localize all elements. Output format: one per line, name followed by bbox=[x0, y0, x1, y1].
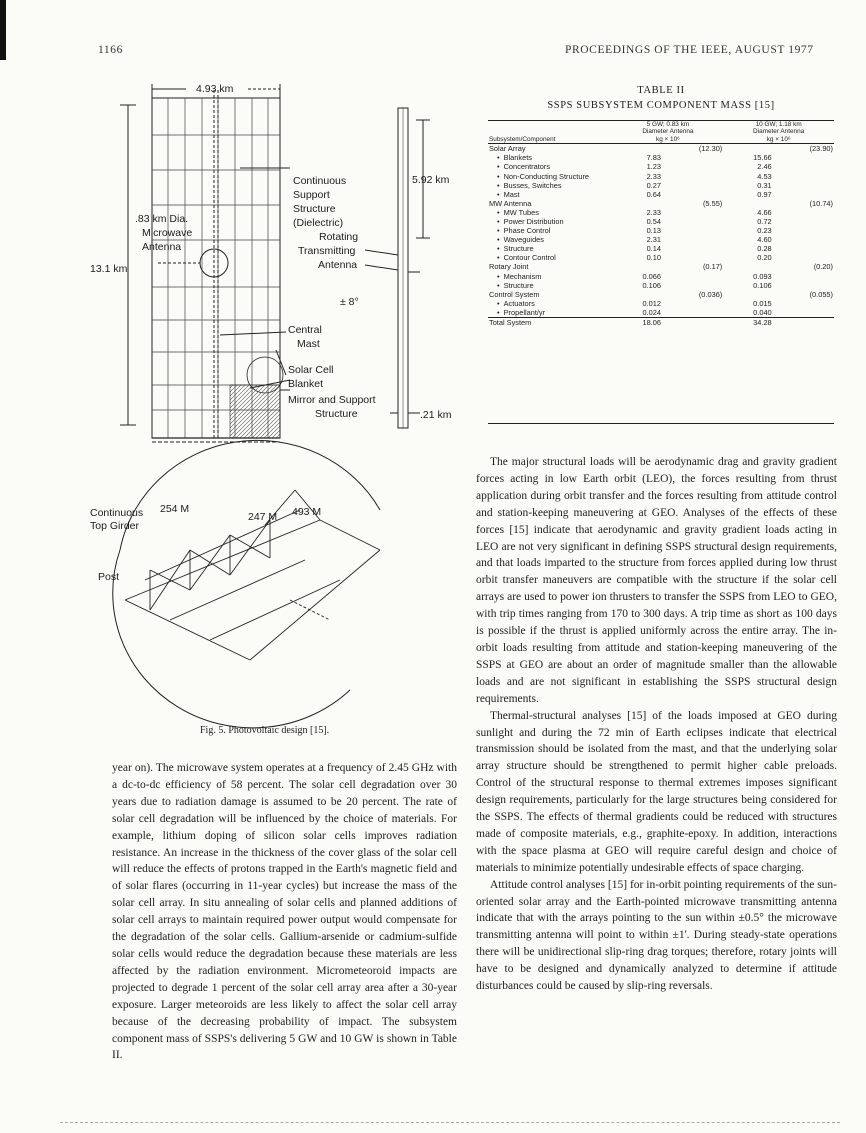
table-cell-name bbox=[488, 208, 613, 217]
row-label: Control System bbox=[489, 289, 540, 299]
row-label: Phase Control bbox=[503, 226, 551, 236]
table-cell-v10 bbox=[723, 144, 772, 154]
bullet-icon: • bbox=[497, 180, 500, 190]
table-cell-name bbox=[488, 172, 613, 181]
table-cell-t10 bbox=[773, 253, 834, 262]
row-label: Non-Conducting Structure bbox=[503, 171, 590, 181]
hdr-10gw-line1: 10 GW; 1.18 km bbox=[755, 121, 802, 128]
label-height-right: 5.92 km bbox=[412, 174, 450, 186]
label-solar-1: Solar Cell bbox=[288, 364, 334, 376]
table-cell-v10 bbox=[723, 290, 772, 299]
table-cell-t5 bbox=[662, 272, 723, 281]
label-width: 4.93 km bbox=[196, 83, 234, 95]
hdr-10gw-line2: Diameter Antenna bbox=[753, 128, 805, 136]
table-row bbox=[488, 144, 834, 154]
label-girder-2: Top Girder bbox=[90, 520, 140, 532]
table-cell-t10: (0.20) bbox=[813, 262, 833, 272]
table-cell-name bbox=[488, 181, 613, 190]
table-cell-v10: 0.97 bbox=[757, 189, 772, 199]
table-cell-t10 bbox=[773, 172, 834, 181]
table-row bbox=[488, 162, 834, 171]
table-cell-name bbox=[488, 162, 613, 171]
label-depth: .21 km bbox=[420, 409, 452, 421]
table-cell-t10 bbox=[773, 208, 834, 217]
table-cell-t5 bbox=[662, 217, 723, 226]
table-title: TABLE II bbox=[637, 85, 685, 96]
table-cell-v5: 0.13 bbox=[646, 226, 661, 236]
table-cell-v10: 2.46 bbox=[757, 162, 772, 172]
table-cell-t10 bbox=[773, 190, 834, 199]
label-girder-1: Continuous bbox=[90, 507, 144, 519]
table-cell-name bbox=[488, 226, 613, 235]
bullet-icon: • bbox=[497, 171, 500, 181]
label-rotating-1: Rotating bbox=[319, 231, 359, 243]
table-cell-v5 bbox=[613, 262, 662, 271]
running-header: PROCEEDINGS OF THE IEEE, AUGUST 1977 bbox=[565, 44, 814, 56]
table-cell-t10 bbox=[773, 153, 834, 162]
row-label: Solar Array bbox=[489, 144, 526, 154]
table-cell-t10 bbox=[773, 318, 834, 328]
right-paragraph-1: The major structural loads will be aerodynamic drag and gravity gradient forces acting in low Earth orbit (LEO), the forces resulting from thrust application during orbit transfer and the forces resulting from attitude control and station-keeping maneuvering at GEO. Analyses of the effects of these forces [15] indicate that aerodynamic and gravity gradient loads acting in LEO are not very significant in defining SSPS structural design requirements, and that loads imparted to the structure from forces applied during low thrust orbit transfer maneuvers are compatible with the structure if the solar cell arrays are used to power ion thrusters to transfer the SSPS from LEO to GEO, with trip times ranging from 170 to 300 days. A trip time as short as 100 days is possible if the thrust is applied uniformly across the entire array. The in-orbit loads resulting from attitude and station-keeping maneuvering of the SSPS at GEO are about an order of magnitude smaller than the allowable loads and are not significant in establishing the SSPS structural design requirements. bbox=[476, 456, 837, 705]
table-cell-name bbox=[488, 235, 613, 244]
row-label: MW Tubes bbox=[503, 207, 539, 217]
label-mast-2: Mast bbox=[297, 338, 320, 350]
row-label: Blankets bbox=[503, 153, 532, 163]
photovoltaic-design-figure bbox=[90, 80, 470, 730]
table-row bbox=[488, 226, 834, 235]
label-angle: ± 8° bbox=[340, 296, 359, 308]
table-row bbox=[488, 153, 834, 162]
bullet-icon: • bbox=[497, 216, 500, 226]
table-cell-v10: 0.28 bbox=[757, 244, 772, 254]
table-cell-t10 bbox=[773, 272, 834, 281]
label-antenna-1: Microwave bbox=[142, 227, 193, 239]
bullet-icon: • bbox=[497, 298, 500, 308]
figure-caption: Fig. 5. Photovoltaic design [15]. bbox=[200, 725, 330, 736]
table-row bbox=[488, 172, 834, 181]
hdr-component: Subsystem/Component bbox=[489, 135, 556, 143]
table-cell-v10: 4.53 bbox=[757, 171, 772, 181]
right-paragraph-2: Thermal-structural analyses [15] of the loads imposed at GEO during sunlight and during the 72 min of Earth eclipses indicate that electrical transmission should be isolated from the mast, and that the underlying solar array structure should be strengthened to permit higher cable preloads. Control of the structural response to thermal extremes imposes significant design requirements, particularly for the large structures being considered for the SSPS. The effects of thermal gradients could be reduced with structures made of composite materials, e.g., graphite-epoxy. In addition, interactions with the space plasma at GEO will require careful design and choice of materials to minimize potentially undesirable effects of space charging. bbox=[476, 709, 837, 874]
table-cell-v5: 0.106 bbox=[642, 280, 661, 290]
table-cell-name bbox=[488, 308, 613, 318]
table-cell-v5: 2.31 bbox=[646, 235, 661, 245]
label-support-2: Support bbox=[293, 189, 330, 201]
table-cell-name bbox=[488, 262, 613, 271]
table-row bbox=[488, 217, 834, 226]
table-cell-t10 bbox=[773, 235, 834, 244]
table-row bbox=[488, 318, 834, 328]
table-cell-t10 bbox=[773, 281, 834, 290]
table-cell-v5: 0.024 bbox=[642, 307, 661, 317]
row-label: Structure bbox=[503, 244, 534, 254]
table-cell-v5 bbox=[613, 290, 662, 299]
label-post: Post bbox=[98, 571, 120, 583]
table-cell-t5: (12.30) bbox=[698, 144, 723, 154]
label-antenna-dia: .83 km Dia. bbox=[135, 213, 189, 225]
left-paragraph: year on). The microwave system operates at a frequency of 2.45 GHz with a dc-to-dc efficiency of 58 percent. The solar cell degradation over 30 years due to radiation damage is assumed to be 20 percent. The rate of solar cell degradation will be influenced by the choice of materials. For example, lithium doping of silicon solar cells improves radiation resistance. An increase in the thickness of the cover glass of the solar cell will reduce the effects of protons trapped in the Earth's magnetic field and of solar flares (occurring in 11-year cycles) but increase the mass of the solar cell array. In situ annealing of solar cells and planned additions of solar cell arrays to maintain required power output would compensate for the degradation of the solar cells. Gallium-arsenide or cadmium-sulfide solar cells would reduce the degradation because these materials are less affected by the radiation environment. Micrometeoroid impacts are projected to degrade 1 percent of the solar cell array area after a 30-year exposure. Larger meteoroids are less likely to affect the solar cell array because of the decreasing probability of impact. The subsystem component mass of SSPS's delivering 5 GW and 10 GW is shown in Table II. bbox=[112, 762, 457, 1062]
table-cell-v10: 0.23 bbox=[757, 226, 772, 236]
table-cell-v5: 2.33 bbox=[646, 207, 661, 217]
table-cell-t5: (0.17) bbox=[702, 262, 723, 272]
hdr-10gw bbox=[723, 121, 834, 144]
table-cell-t5: (0.036) bbox=[698, 289, 723, 299]
table-cell-t10 bbox=[773, 299, 834, 308]
table-cell-t5 bbox=[662, 162, 723, 171]
row-label: Total System bbox=[489, 318, 532, 327]
table-cell-t5 bbox=[662, 181, 723, 190]
label-rotating-3: Antenna bbox=[318, 259, 358, 271]
label-mast-1: Central bbox=[288, 324, 322, 336]
table-cell-v5: 0.54 bbox=[646, 216, 661, 226]
table-row bbox=[488, 199, 834, 208]
table-cell-name bbox=[488, 153, 613, 162]
label-mirror-1: Mirror and Support bbox=[288, 394, 376, 406]
label-support-1: Continuous bbox=[293, 175, 347, 187]
label-support-3: Structure bbox=[293, 203, 336, 215]
table-cell-v10 bbox=[723, 262, 772, 271]
table-subtitle: SSPS SUBSYSTEM COMPONENT MASS [15] bbox=[547, 100, 775, 111]
right-column bbox=[476, 454, 837, 995]
table-cell-v10: 4.60 bbox=[757, 235, 772, 245]
bullet-icon: • bbox=[497, 280, 500, 290]
table-row bbox=[488, 235, 834, 244]
table-cell-v10: 0.093 bbox=[753, 271, 772, 281]
bullet-icon: • bbox=[497, 271, 500, 281]
hdr-5gw-line3: kg × 10⁶ bbox=[656, 135, 680, 143]
table-cell-name bbox=[488, 244, 613, 253]
table-cell-t5 bbox=[662, 208, 723, 217]
bullet-icon: • bbox=[497, 189, 500, 199]
table-cell-name bbox=[488, 290, 613, 299]
row-label: Concentrators bbox=[503, 162, 551, 172]
table-cell-v5: 0.14 bbox=[646, 244, 661, 254]
mass-table bbox=[488, 120, 834, 424]
bullet-icon: • bbox=[497, 253, 500, 263]
table-cell-name bbox=[488, 272, 613, 281]
table-cell-v10: 34.28 bbox=[753, 318, 772, 327]
table-cell-v5: 0.27 bbox=[646, 180, 661, 190]
label-mirror-2: Structure bbox=[315, 408, 358, 420]
bullet-icon: • bbox=[497, 226, 500, 236]
row-label: Actuators bbox=[503, 298, 535, 308]
row-label: Power Distribution bbox=[503, 216, 564, 226]
table-cell-name bbox=[488, 299, 613, 308]
bullet-icon: • bbox=[497, 153, 500, 163]
row-label: Structure bbox=[503, 280, 534, 290]
label-length: 13.1 km bbox=[90, 263, 128, 275]
table-cell-t5 bbox=[662, 172, 723, 181]
table-cell-v5: 0.64 bbox=[646, 189, 661, 199]
table-cell-name bbox=[488, 217, 613, 226]
table-cell-t5 bbox=[662, 190, 723, 199]
table-cell-v10: 0.31 bbox=[757, 180, 772, 190]
table-cell-v5: 18.06 bbox=[642, 318, 661, 327]
table-cell-v10 bbox=[723, 199, 772, 208]
row-label: MW Antenna bbox=[489, 198, 532, 208]
table-cell-v10: 0.106 bbox=[753, 280, 772, 290]
table-cell-v5: 0.10 bbox=[646, 253, 661, 263]
table-cell-t5 bbox=[662, 281, 723, 290]
table-cell-name bbox=[488, 253, 613, 262]
table-cell-t10 bbox=[773, 162, 834, 171]
left-column bbox=[112, 760, 457, 1064]
label-solar-2: Blanket bbox=[288, 378, 324, 390]
table-row bbox=[488, 272, 834, 281]
row-label: Busses, Switches bbox=[503, 180, 562, 190]
bullet-icon: • bbox=[497, 207, 500, 217]
scan-edge-mark bbox=[0, 0, 6, 60]
table-cell-v5: 1.23 bbox=[646, 162, 661, 172]
table-row bbox=[488, 308, 834, 318]
table-cell-t10 bbox=[773, 226, 834, 235]
table-cell-v10: 15.66 bbox=[753, 153, 772, 163]
table-cell-v10: 0.20 bbox=[757, 253, 772, 263]
page-number: 1166 bbox=[98, 44, 123, 56]
table-cell-t5 bbox=[662, 299, 723, 308]
table-cell-t10 bbox=[773, 181, 834, 190]
table-cell-v10: 0.040 bbox=[753, 307, 772, 317]
label-493: 493 M bbox=[292, 506, 322, 518]
table-cell-v5: 0.012 bbox=[642, 298, 661, 308]
table-row bbox=[488, 253, 834, 262]
table-cell-v10: 4.66 bbox=[757, 207, 772, 217]
bullet-icon: • bbox=[497, 162, 500, 172]
table-row bbox=[488, 244, 834, 253]
table-cell-t5 bbox=[662, 226, 723, 235]
bottom-rule bbox=[60, 1122, 840, 1123]
table-row bbox=[488, 208, 834, 217]
right-paragraph-3: Attitude control analyses [15] for in-orbit pointing requirements of the sun-oriented solar array and the Earth-pointed microwave transmitting antenna indicate that with the arrays pointing to the sun within ±0.5° the microwave transmitting antenna will point to within ±1'. During steady-state operations there will be unidirectional slip-ring drag torques; therefore, rotary joints will have to be designed and dynamically analyzed to determine if attitude disturbances could be caused by slip-ring reversals. bbox=[476, 878, 837, 993]
table-cell-v5 bbox=[613, 144, 662, 154]
table-cell-t10: (0.055) bbox=[809, 289, 833, 299]
table-cell-name bbox=[488, 190, 613, 199]
table-cell-t5: (5.55) bbox=[702, 198, 723, 208]
table-cell-v10: 0.015 bbox=[753, 298, 772, 308]
table-cell-t10: (23.90) bbox=[809, 144, 833, 154]
label-antenna-2: Antenna bbox=[142, 241, 182, 253]
table-cell-v5: 2.33 bbox=[646, 171, 661, 181]
table-cell-name bbox=[488, 318, 613, 328]
table-cell-v5 bbox=[613, 199, 662, 208]
label-247: 247 M bbox=[248, 511, 278, 523]
row-label: Mast bbox=[503, 189, 520, 199]
row-label: Mechanism bbox=[503, 271, 542, 281]
table-row bbox=[488, 299, 834, 308]
hdr-5gw bbox=[613, 121, 724, 144]
bullet-icon: • bbox=[497, 307, 500, 317]
hdr-10gw-line3: kg × 10⁶ bbox=[766, 135, 791, 143]
label-support-4: (Dielectric) bbox=[293, 217, 344, 229]
table-cell-name bbox=[488, 144, 613, 154]
table-row bbox=[488, 190, 834, 199]
table-cell-v10: 0.72 bbox=[757, 216, 772, 226]
table-row bbox=[488, 281, 834, 290]
table-cell-t10 bbox=[773, 308, 834, 318]
bullet-icon: • bbox=[497, 235, 500, 245]
label-rotating-2: Transmitting bbox=[298, 245, 356, 257]
row-label: Waveguides bbox=[503, 235, 544, 245]
table-cell-t10: (10.74) bbox=[809, 198, 833, 208]
table-cell-t5 bbox=[662, 308, 723, 318]
table-cell-v5: 0.066 bbox=[642, 271, 661, 281]
label-254: 254 M bbox=[160, 503, 190, 515]
table-row bbox=[488, 181, 834, 190]
table-row bbox=[488, 290, 834, 299]
bullet-icon: • bbox=[497, 244, 500, 254]
table-row bbox=[488, 262, 834, 271]
row-label: Propellant/yr bbox=[503, 307, 546, 317]
table-cell-v5: 7.83 bbox=[646, 153, 661, 163]
table-cell-t5 bbox=[662, 153, 723, 162]
table-cell-t10 bbox=[773, 217, 834, 226]
table-cell-name bbox=[488, 199, 613, 208]
table-cell-t10 bbox=[773, 244, 834, 253]
row-label: Contour Control bbox=[503, 253, 556, 263]
table-cell-t5 bbox=[662, 253, 723, 262]
table-cell-t5 bbox=[662, 244, 723, 253]
hdr-5gw-line1: 5 GW; 0.83 km bbox=[646, 121, 690, 128]
row-label: Rotary Joint bbox=[489, 262, 529, 272]
table-cell-t5 bbox=[662, 318, 723, 328]
table-cell-name bbox=[488, 281, 613, 290]
table-cell-t5 bbox=[662, 235, 723, 244]
hdr-5gw-line2: Diameter Antenna bbox=[642, 128, 694, 136]
